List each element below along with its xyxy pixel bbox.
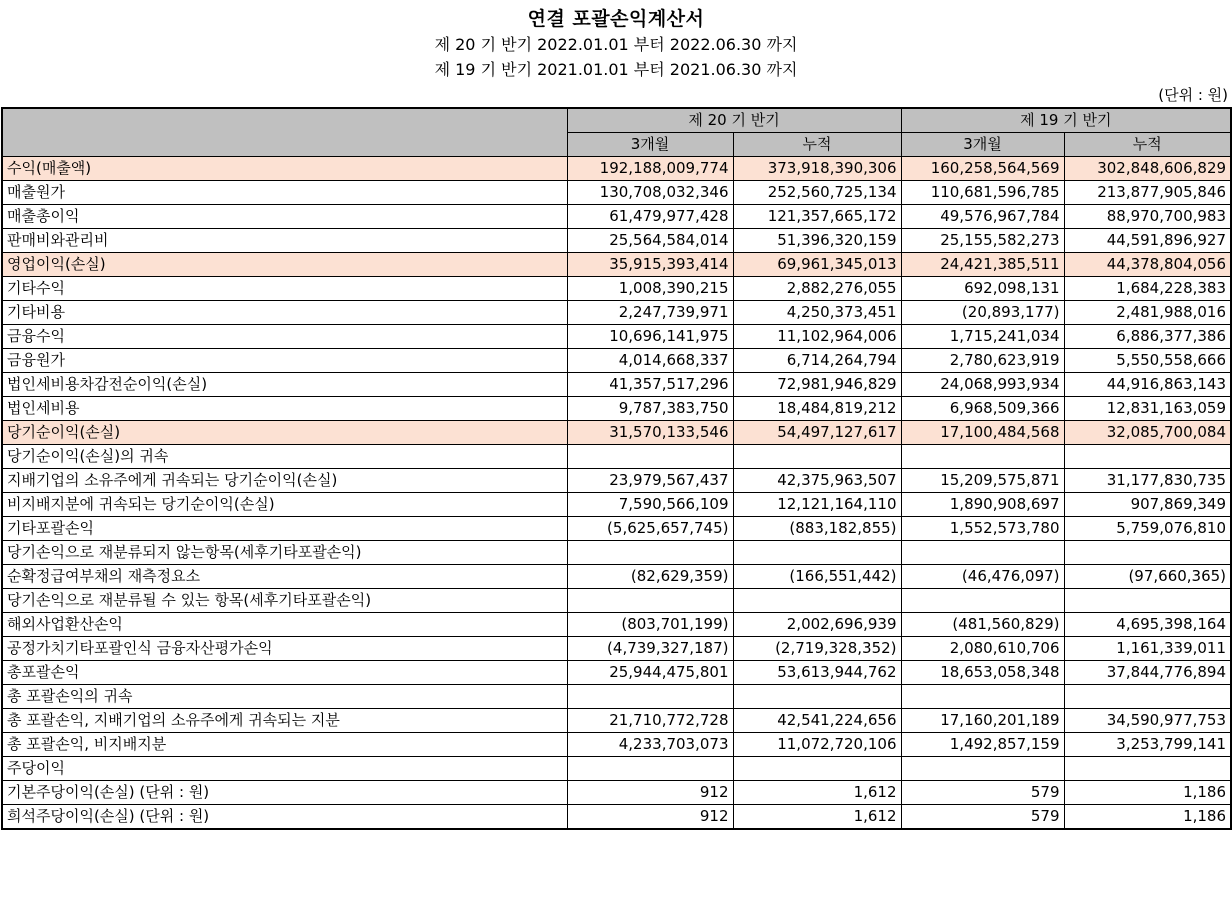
income-statement-table (1, 107, 1232, 830)
row-value: 35,915,393,414 (567, 253, 733, 277)
row-value: 11,072,720,106 (733, 733, 901, 757)
row-value: 31,177,830,735 (1064, 469, 1231, 493)
row-value: 4,695,398,164 (1064, 613, 1231, 637)
row-label: 법인세비용 (2, 397, 567, 421)
row-value: 34,590,977,753 (1064, 709, 1231, 733)
row-value: 4,250,373,451 (733, 301, 901, 325)
table-row (2, 613, 1231, 637)
row-value (567, 589, 733, 613)
row-value: 7,590,566,109 (567, 493, 733, 517)
table-row (2, 517, 1231, 541)
row-value: 1,008,390,215 (567, 277, 733, 301)
column-header-p19-3months: 3개월 (901, 133, 1064, 157)
row-value: 21,710,772,728 (567, 709, 733, 733)
row-value: 2,882,276,055 (733, 277, 901, 301)
row-value: 192,188,009,774 (567, 157, 733, 181)
table-header-group-row (2, 108, 1231, 133)
row-label: 금융수익 (2, 325, 567, 349)
row-label: 금융원가 (2, 349, 567, 373)
row-label: 비지배지분에 귀속되는 당기순이익(손실) (2, 493, 567, 517)
row-value: 42,541,224,656 (733, 709, 901, 733)
row-value: 88,970,700,983 (1064, 205, 1231, 229)
table-row (2, 709, 1231, 733)
row-value: 9,787,383,750 (567, 397, 733, 421)
row-value: 49,576,967,784 (901, 205, 1064, 229)
row-value (1064, 589, 1231, 613)
row-value: 61,479,977,428 (567, 205, 733, 229)
row-value: 11,102,964,006 (733, 325, 901, 349)
table-head (2, 108, 1231, 157)
row-value (567, 685, 733, 709)
row-value: 5,550,558,666 (1064, 349, 1231, 373)
row-label: 공정가치기타포괄인식 금융자산평가손익 (2, 637, 567, 661)
row-value: 121,357,665,172 (733, 205, 901, 229)
row-label: 순확정급여부채의 재측정요소 (2, 565, 567, 589)
row-label: 지배기업의 소유주에게 귀속되는 당기순이익(손실) (2, 469, 567, 493)
table-row (2, 469, 1231, 493)
table-row (2, 229, 1231, 253)
row-value: 69,961,345,013 (733, 253, 901, 277)
row-label: 매출총이익 (2, 205, 567, 229)
row-value: (166,551,442) (733, 565, 901, 589)
title-block (0, 0, 1232, 82)
table-row (2, 325, 1231, 349)
row-value: 6,968,509,366 (901, 397, 1064, 421)
column-group-period-20: 제 20 기 반기 (567, 108, 901, 133)
row-value: 5,759,076,810 (1064, 517, 1231, 541)
row-value (733, 589, 901, 613)
row-value: 42,375,963,507 (733, 469, 901, 493)
table-body (2, 157, 1231, 830)
row-label: 해외사업환산손익 (2, 613, 567, 637)
table-row (2, 445, 1231, 469)
row-value: 252,560,725,134 (733, 181, 901, 205)
row-value: 41,357,517,296 (567, 373, 733, 397)
row-label: 당기손익으로 재분류되지 않는항목(세후기타포괄손익) (2, 541, 567, 565)
row-value: (82,629,359) (567, 565, 733, 589)
table-row (2, 685, 1231, 709)
row-value: 18,653,058,348 (901, 661, 1064, 685)
row-value: 32,085,700,084 (1064, 421, 1231, 445)
row-value: 160,258,564,569 (901, 157, 1064, 181)
column-header-p20-cumulative: 누적 (733, 133, 901, 157)
table-row (2, 733, 1231, 757)
row-value (733, 445, 901, 469)
row-value: 54,497,127,617 (733, 421, 901, 445)
row-value: 130,708,032,346 (567, 181, 733, 205)
row-value: 110,681,596,785 (901, 181, 1064, 205)
table-row (2, 805, 1231, 830)
row-value (733, 541, 901, 565)
row-value: 2,002,696,939 (733, 613, 901, 637)
row-value (567, 541, 733, 565)
unit-note: (단위 : 원) (1158, 86, 1228, 104)
row-value: (481,560,829) (901, 613, 1064, 637)
table-row (2, 157, 1231, 181)
row-label: 당기순이익(손실) (2, 421, 567, 445)
row-value: 2,080,610,706 (901, 637, 1064, 661)
row-value: 1,186 (1064, 781, 1231, 805)
row-value: 53,613,944,762 (733, 661, 901, 685)
row-value: 17,160,201,189 (901, 709, 1064, 733)
table-row (2, 181, 1231, 205)
row-value: 912 (567, 781, 733, 805)
row-value: 1,186 (1064, 805, 1231, 830)
table-row (2, 637, 1231, 661)
row-label: 희석주당이익(손실) (단위 : 원) (2, 805, 567, 830)
column-header-p20-3months: 3개월 (567, 133, 733, 157)
table-row (2, 253, 1231, 277)
row-value: 1,492,857,159 (901, 733, 1064, 757)
row-value: 579 (901, 805, 1064, 830)
row-value: 44,916,863,143 (1064, 373, 1231, 397)
row-value (901, 757, 1064, 781)
row-value (901, 589, 1064, 613)
table-row (2, 493, 1231, 517)
row-label: 기타포괄손익 (2, 517, 567, 541)
row-value (901, 541, 1064, 565)
row-value: 31,570,133,546 (567, 421, 733, 445)
row-value: 6,886,377,386 (1064, 325, 1231, 349)
row-label: 총포괄손익 (2, 661, 567, 685)
row-value: 3,253,799,141 (1064, 733, 1231, 757)
row-value: 1,715,241,034 (901, 325, 1064, 349)
row-value: (46,476,097) (901, 565, 1064, 589)
row-value: 1,612 (733, 781, 901, 805)
table-row (2, 781, 1231, 805)
row-value: 302,848,606,829 (1064, 157, 1231, 181)
row-value: 37,844,776,894 (1064, 661, 1231, 685)
row-value (1064, 757, 1231, 781)
row-value: 2,481,988,016 (1064, 301, 1231, 325)
table-row (2, 661, 1231, 685)
table-row (2, 565, 1231, 589)
row-value: 373,918,390,306 (733, 157, 901, 181)
row-value: 2,247,739,971 (567, 301, 733, 325)
row-value: (5,625,657,745) (567, 517, 733, 541)
table-row (2, 301, 1231, 325)
row-value: 907,869,349 (1064, 493, 1231, 517)
row-label: 법인세비용차감전순이익(손실) (2, 373, 567, 397)
row-label: 당기손익으로 재분류될 수 있는 항목(세후기타포괄손익) (2, 589, 567, 613)
table-row (2, 397, 1231, 421)
table-row (2, 541, 1231, 565)
row-label: 기본주당이익(손실) (단위 : 원) (2, 781, 567, 805)
row-value: 912 (567, 805, 733, 830)
row-label: 총 포괄손익의 귀속 (2, 685, 567, 709)
row-label: 당기순이익(손실)의 귀속 (2, 445, 567, 469)
row-value (567, 757, 733, 781)
column-group-period-19: 제 19 기 반기 (901, 108, 1231, 133)
row-value: 44,591,896,927 (1064, 229, 1231, 253)
table-row (2, 277, 1231, 301)
table-row (2, 373, 1231, 397)
row-value (567, 445, 733, 469)
row-value: 1,552,573,780 (901, 517, 1064, 541)
row-value: 4,233,703,073 (567, 733, 733, 757)
row-value: 24,421,385,511 (901, 253, 1064, 277)
page-title: 연결 포괄손익계산서 (527, 8, 705, 30)
row-value: (2,719,328,352) (733, 637, 901, 661)
row-value: 17,100,484,568 (901, 421, 1064, 445)
row-label: 기타수익 (2, 277, 567, 301)
row-value: 10,696,141,975 (567, 325, 733, 349)
row-label: 판매비와관리비 (2, 229, 567, 253)
row-label: 매출원가 (2, 181, 567, 205)
row-value: 579 (901, 781, 1064, 805)
row-value: 44,378,804,056 (1064, 253, 1231, 277)
row-value (901, 445, 1064, 469)
table-corner-cell (2, 108, 567, 157)
row-value: 12,121,164,110 (733, 493, 901, 517)
row-value (733, 757, 901, 781)
row-value: 25,155,582,273 (901, 229, 1064, 253)
row-value: 72,981,946,829 (733, 373, 901, 397)
row-value: 24,068,993,934 (901, 373, 1064, 397)
table-row (2, 757, 1231, 781)
table-row (2, 589, 1231, 613)
row-label: 수익(매출액) (2, 157, 567, 181)
row-value: 25,944,475,801 (567, 661, 733, 685)
table-row (2, 421, 1231, 445)
row-value: 15,209,575,871 (901, 469, 1064, 493)
row-value: (4,739,327,187) (567, 637, 733, 661)
row-value: (883,182,855) (733, 517, 901, 541)
row-value: 2,780,623,919 (901, 349, 1064, 373)
row-label: 주당이익 (2, 757, 567, 781)
row-value (1064, 445, 1231, 469)
row-value (1064, 685, 1231, 709)
row-value: 213,877,905,846 (1064, 181, 1231, 205)
row-value: 51,396,320,159 (733, 229, 901, 253)
row-value (733, 685, 901, 709)
row-value: (20,893,177) (901, 301, 1064, 325)
row-value (901, 685, 1064, 709)
table-row (2, 349, 1231, 373)
row-label: 기타비용 (2, 301, 567, 325)
row-value: 23,979,567,437 (567, 469, 733, 493)
row-value: 18,484,819,212 (733, 397, 901, 421)
column-header-p19-cumulative: 누적 (1064, 133, 1231, 157)
row-value: (803,701,199) (567, 613, 733, 637)
row-value: 25,564,584,014 (567, 229, 733, 253)
row-label: 총 포괄손익, 비지배지분 (2, 733, 567, 757)
period-line-previous: 제 19 기 반기 2021.01.01 부터 2021.06.30 까지 (434, 60, 798, 79)
row-value: 1,684,228,383 (1064, 277, 1231, 301)
row-value: 1,890,908,697 (901, 493, 1064, 517)
row-label: 총 포괄손익, 지배기업의 소유주에게 귀속되는 지분 (2, 709, 567, 733)
row-value (1064, 541, 1231, 565)
row-value: (97,660,365) (1064, 565, 1231, 589)
row-value: 1,612 (733, 805, 901, 830)
row-label: 영업이익(손실) (2, 253, 567, 277)
table-row (2, 205, 1231, 229)
period-line-current: 제 20 기 반기 2022.01.01 부터 2022.06.30 까지 (434, 35, 798, 54)
row-value: 6,714,264,794 (733, 349, 901, 373)
row-value: 1,161,339,011 (1064, 637, 1231, 661)
row-value: 4,014,668,337 (567, 349, 733, 373)
row-value: 12,831,163,059 (1064, 397, 1231, 421)
row-value: 692,098,131 (901, 277, 1064, 301)
